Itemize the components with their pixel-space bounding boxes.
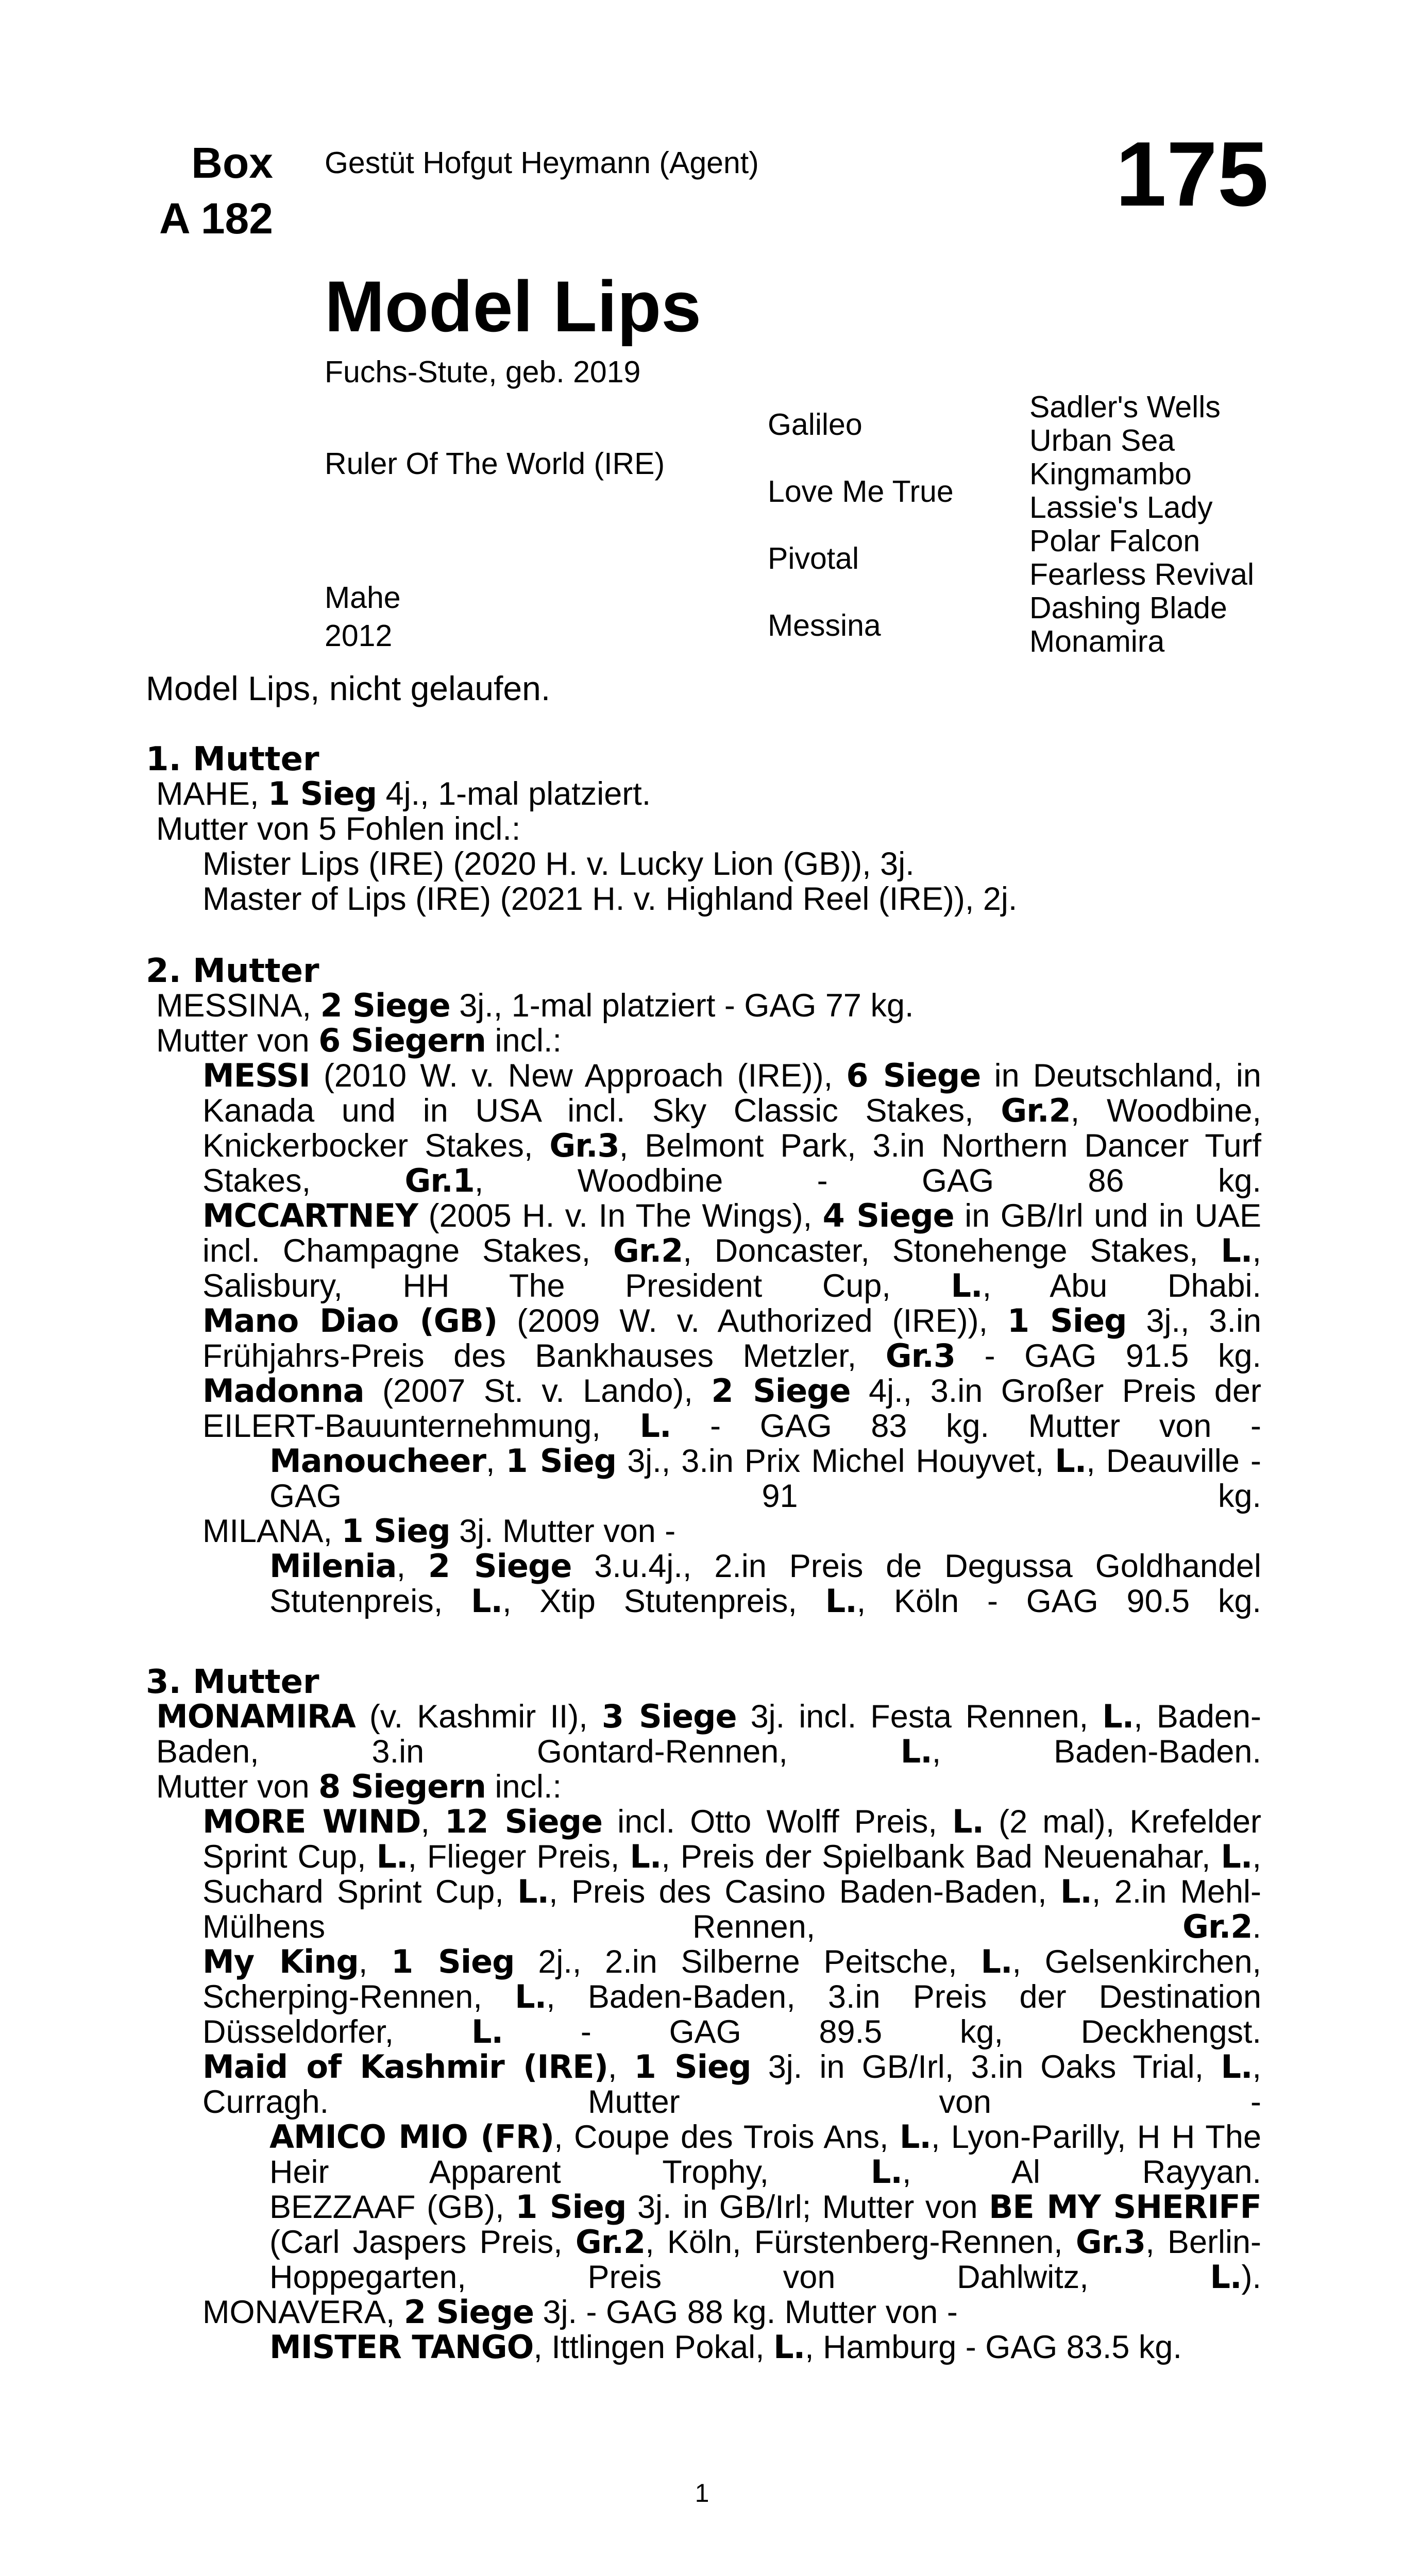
pedigree-gen3-item: Lassie's Lady (1029, 490, 1213, 524)
offspring-entry: Milenia, 2 Siege 3.u.4j., 2.in Preis de Degussa Goldhandel Stutenpreis, L., Xtip Stutenpreis, L., Köln - GAG 90.5 kg. (269, 1547, 1261, 1620)
pedigree-gen2-item: Pivotal (768, 541, 859, 575)
offspring-entry: MORE WIND, 12 Siege incl. Otto Wolff Preis, L. (2 mal), Krefelder Sprint Cup, L., Flieger Preis, L., Preis der Spielbank Bad Neuenahar, L., Suchard Sprint Cup, L., Preis des Casino Baden-Baden, L., 2.in Mehl-Mülhens Rennen, Gr.2. (202, 1803, 1262, 1945)
section-title: 2. Mutter (146, 952, 319, 990)
dam-line: MAHE, 1 Sieg 4j., 1-mal platziert. (156, 775, 651, 812)
pedigree-dam: Mahe (325, 581, 401, 615)
pedigree-gen2-item: Galileo (768, 408, 862, 442)
section-title: 3. Mutter (146, 1663, 319, 1701)
offspring-entry: Mano Diao (GB) (2009 W. v. Authorized (IRE)), 1 Sieg 3j., 3.in Frühjahrs-Preis des Bankhauses Metzler, Gr.3 - GAG 91.5 kg. (202, 1302, 1262, 1375)
offspring-entry: AMICO MIO (FR), Coupe des Trois Ans, L., Lyon-Parilly, H H The Heir Apparent Trophy, L., Al Rayyan. (269, 2118, 1261, 2191)
offspring-heading: Mutter von 5 Fohlen incl.: (156, 811, 521, 847)
offspring-heading: Mutter von 8 Siegern incl.: (156, 1768, 562, 1805)
dam-line: MONAMIRA (v. Kashmir II), 3 Siege 3j. incl. Festa Rennen, L., Baden-Baden, 3.in Gontard-Rennen, L., Baden-Baden. (156, 1698, 1261, 1770)
pedigree-sire: Ruler Of The World (IRE) (325, 447, 665, 481)
pedigree-gen3-item: Monamira (1029, 624, 1165, 658)
page-number: 1 (695, 2479, 709, 2507)
pedigree-gen3-item: Polar Falcon (1029, 524, 1200, 558)
pedigree-dam-year: 2012 (325, 619, 393, 653)
pedigree-gen3-item: Fearless Revival (1029, 557, 1255, 591)
offspring-entry: MCCARTNEY (2005 H. v. In The Wings), 4 Siege in GB/Irl und in UAE incl. Champagne Stakes, Gr.2, Doncaster, Stonehenge Stakes, L., Salisbury, HH The President Cup, L., Abu Dhabi. (202, 1197, 1261, 1304)
dam-line: MESSINA, 2 Siege 3j., 1-mal platziert - GAG 77 kg. (156, 987, 914, 1024)
box-label-text: Box (191, 139, 273, 187)
catalog-number: 175 (1115, 123, 1268, 225)
offspring-entry: BEZZAAF (GB), 1 Sieg 3j. in GB/Irl; Mutter von BE MY SHERIFF (Carl Jaspers Preis, Gr.2, Köln, Fürstenberg-Rennen, Gr.3, Berlin-Hoppegarten, Preis von Dahlwitz, L.). (269, 2188, 1262, 2296)
pedigree-gen2-item: Messina (768, 608, 881, 642)
box-number: A 182 (159, 194, 273, 243)
offspring-heading: Mutter von 6 Siegern incl.: (156, 1022, 562, 1059)
pedigree-gen2-item: Love Me True (768, 474, 954, 509)
agent-name: Gestüt Hofgut Heymann (Agent) (325, 146, 759, 180)
section-title: 1. Mutter (146, 740, 319, 778)
offspring-entry: My King, 1 Sieg 2j., 2.in Silberne Peitsche, L., Gelsenkirchen, Scherping-Rennen, L., Baden-Baden, 3.in Preis der Destination Düsseldorfer, L. - GAG 89.5 kg, Deckhengst. (202, 1943, 1262, 2050)
offspring-entry: Mister Lips (IRE) (2020 H. v. Lucky Lion (GB)), 3j. (202, 846, 915, 882)
offspring-entry: Maid of Kashmir (IRE), 1 Sieg 3j. in GB/Irl, 3.in Oaks Trial, L., Curragh. Mutter von - (202, 2048, 1262, 2120)
offspring-entry: MESSI (2010 W. v. New Approach (IRE)), 6 Siege in Deutschland, in Kanada und in USA incl. Sky Classic Stakes, Gr.2, Woodbine, Knickerbocker Stakes, Gr.3, Belmont Park, 3.in Northern Dancer Turf Stakes, Gr.1, Woodbine - GAG 86 kg. (202, 1057, 1261, 1199)
pedigree-gen3-item: Kingmambo (1029, 457, 1192, 491)
race-record-intro: Model Lips, nicht gelaufen. (146, 669, 551, 707)
offspring-entry: MILANA, 1 Sieg 3j. Mutter von - (202, 1512, 676, 1550)
box-label (119, 135, 273, 246)
offspring-entry: Master of Lips (IRE) (2021 H. v. Highland Reel (IRE)), 2j. (202, 881, 1018, 917)
pedigree-gen3-item: Urban Sea (1029, 423, 1175, 457)
pedigree-gen3-item: Sadler's Wells (1029, 390, 1221, 424)
offspring-entry: Manoucheer, 1 Sieg 3j., 3.in Prix Michel Houyvet, L., Deauville - GAG 91 kg. (269, 1442, 1261, 1514)
pedigree-gen3-item: Dashing Blade (1029, 591, 1227, 625)
offspring-entry: MONAVERA, 2 Siege 3j. - GAG 88 kg. Mutter von - (202, 2293, 958, 2331)
horse-name: Model Lips (325, 266, 702, 347)
horse-description: Fuchs-Stute, geb. 2019 (325, 355, 641, 389)
offspring-entry: Madonna (2007 St. v. Lando), 2 Siege 4j., 3.in Großer Preis der EILERT-Bauunternehmung, L. - GAG 83 kg. Mutter von - (202, 1372, 1261, 1445)
offspring-entry: MISTER TANGO, Ittlingen Pokal, L., Hamburg - GAG 83.5 kg. (269, 2328, 1182, 2366)
